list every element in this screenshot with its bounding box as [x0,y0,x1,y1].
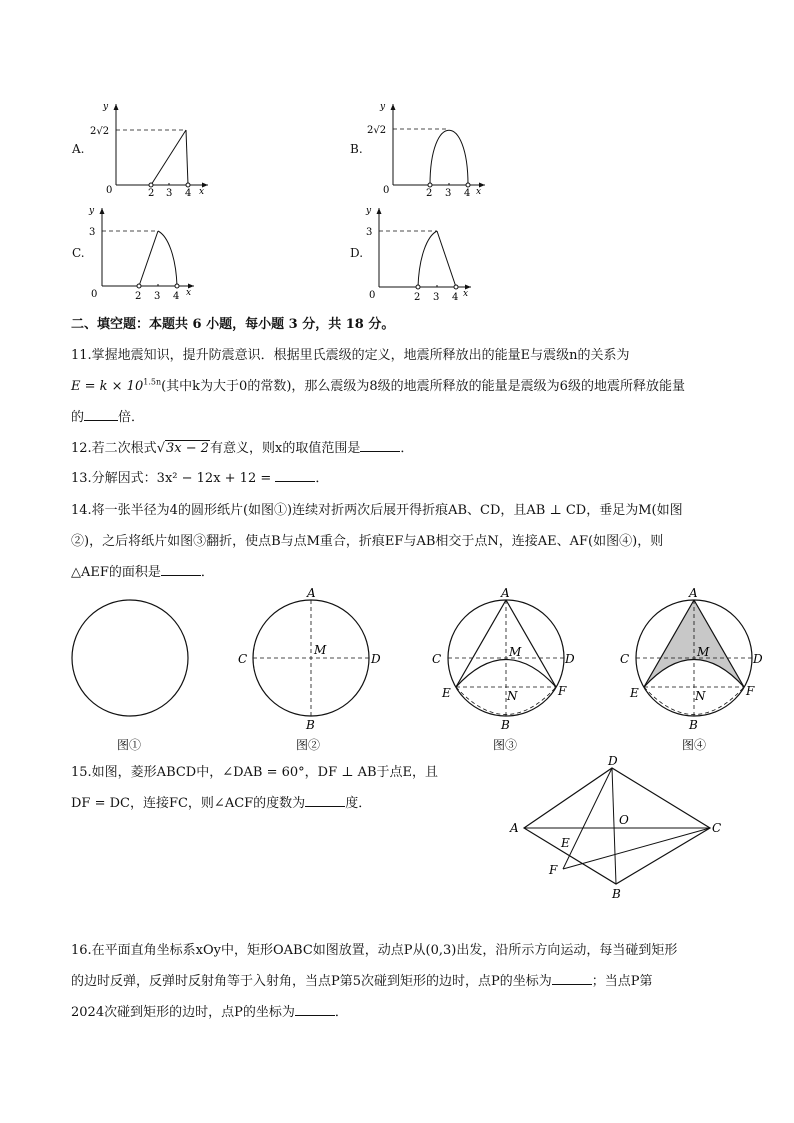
svg-text:2: 2 [426,188,433,196]
q16-line1: 16.在平面直角坐标系xOy中，矩形OABC如图放置，动点P从(0,3)出发，沿所示方向运动，每当碰到矩形 [71,943,678,958]
graph-b [365,98,495,196]
svg-text:2: 2 [135,291,142,300]
svg-text:0: 0 [383,185,390,196]
svg-text:3: 3 [433,292,440,300]
figure-1 [60,586,200,726]
svg-text:x: x [186,288,192,298]
svg-text:F: F [558,684,567,698]
answer-blank[interactable] [275,469,315,482]
answer-blank[interactable] [305,794,345,807]
svg-text:O: O [619,813,629,827]
svg-text:M: M [509,645,522,659]
svg-text:A: A [501,586,510,600]
q11-line3: 的 倍． [71,410,145,425]
svg-text:C: C [712,821,722,835]
svg-text:B: B [689,718,698,732]
svg-text:0: 0 [106,185,113,196]
svg-text:3: 3 [154,291,161,300]
q16-line2: 的边时反弹，反弹时反射角等于入射角，当点P第5次碰到矩形的边时，点P的坐标为 ；当点P第 [71,974,653,989]
svg-text:y: y [103,102,109,112]
graph-a [88,98,218,196]
option-b-label: B. [350,142,363,156]
answer-blank[interactable] [295,1003,335,1016]
svg-text:D: D [753,652,763,666]
svg-text:D: D [371,652,381,666]
answer-blank[interactable] [161,563,201,576]
svg-text:2√2: 2√2 [90,126,110,137]
svg-text:D: D [608,754,618,768]
q15-line2: DF = DC，连接FC，则∠ACF的度数为 度． [71,796,372,811]
fig-caption-4: 图④ [682,738,707,752]
figure-2 [236,586,386,736]
option-d-label: D. [350,246,364,260]
svg-text:A: A [307,586,316,600]
fig-caption-1: 图① [117,738,142,752]
svg-text:N: N [507,689,518,703]
svg-text:4: 4 [185,188,192,196]
answer-blank[interactable] [552,972,592,985]
q14-line1: 14.将一张半径为4的圆形纸片(如图①)连续对折两次后展开得折痕AB、CD，且AB ⊥ CD，垂足为M(如图 [71,503,683,518]
svg-text:C: C [238,652,248,666]
svg-text:B: B [612,887,621,901]
fig-caption-3: 图③ [493,738,518,752]
svg-text:A: A [689,586,698,600]
svg-text:3: 3 [166,188,173,196]
svg-text:4: 4 [464,188,471,196]
svg-text:3: 3 [445,188,452,196]
svg-text:0: 0 [369,290,376,300]
svg-text:3: 3 [89,227,96,238]
q16-line3: 2024次碰到矩形的边时，点P的坐标为 ． [71,1005,348,1020]
svg-text:C: C [432,652,442,666]
svg-text:F: F [549,863,558,877]
q13: 13.分解因式：3x² − 12x + 12 = ． [71,471,329,486]
option-c-label: C. [72,246,85,260]
rhombus-figure [500,752,740,904]
svg-text:N: N [695,689,706,703]
svg-text:2√2: 2√2 [367,125,387,136]
svg-text:B: B [501,718,510,732]
svg-text:y: y [89,206,95,216]
answer-blank[interactable] [360,439,400,452]
svg-text:4: 4 [452,292,459,300]
svg-text:0: 0 [91,289,98,300]
svg-text:E: E [630,686,639,700]
svg-text:M: M [697,645,710,659]
svg-text:E: E [442,686,451,700]
svg-text:D: D [565,652,575,666]
svg-text:x: x [463,289,469,299]
option-a-label: A. [72,142,85,156]
q15-line1: 15.如图，菱形ABCD中，∠DAB = 60°，DF ⊥ AB于点E，且 [71,765,439,780]
svg-text:y: y [366,206,372,216]
q11-line2: $E = k \times 10^{1.5n}$(其中k为大于0的常数)，那么震级为8级的地震所释放的能量是震级为6级的地震所释放能量 [71,377,685,394]
svg-text:A: A [510,821,519,835]
svg-text:3: 3 [366,227,373,238]
fig-caption-2: 图② [296,738,321,752]
svg-text:E: E [561,836,570,850]
q14-line2: ②)，之后将纸片如图③翻折，使点B与点M重合，折痕EF与AB相交于点N，连接AE、AF(如图④)，则 [71,534,664,549]
graph-c [88,202,218,300]
svg-text:x: x [199,187,205,196]
svg-text:B: B [306,718,315,732]
svg-text:F: F [746,684,755,698]
figure-4 [616,586,776,736]
svg-text:x: x [476,187,482,196]
svg-text:4: 4 [173,291,180,300]
q14-line3: △AEF的面积是 ． [71,565,214,580]
svg-text:2: 2 [414,292,421,300]
svg-text:M: M [314,643,327,657]
svg-text:C: C [620,652,630,666]
svg-text:y: y [380,102,386,112]
section2-header: 二、填空题：本题共 6 小题，每小题 3 分，共 18 分。 [71,317,395,332]
svg-text:2: 2 [148,188,155,196]
q11-line1: 11.掌握地震知识，提升防震意识．根据里氏震级的定义，地震所释放出的能量E与震级n的关系为 [71,348,630,363]
graph-d [365,202,495,300]
q12: 12.若二次根式√3x − 2有意义，则x的取值范围是 ． [71,441,414,456]
answer-blank[interactable] [84,408,118,421]
figure-3 [428,586,588,736]
